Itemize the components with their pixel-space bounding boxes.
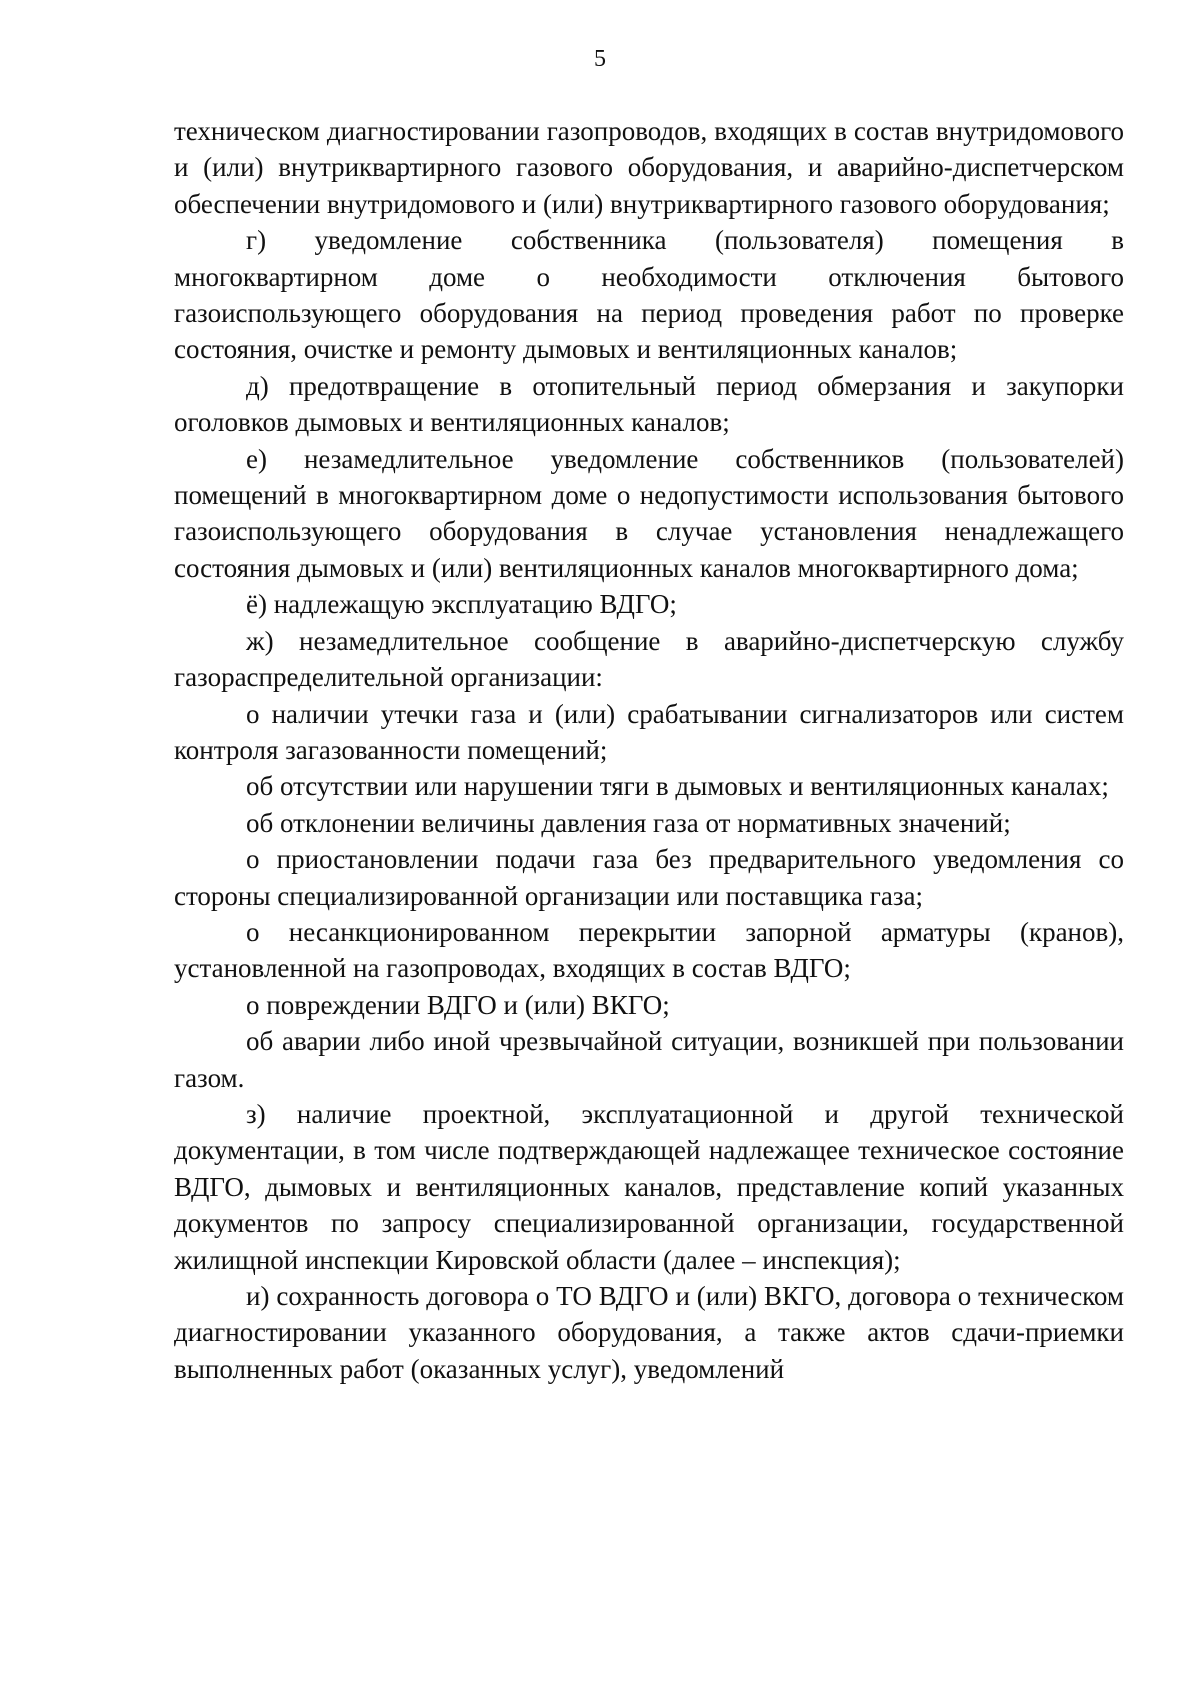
paragraph-subitem-gas-leak: о наличии утечки газа и (или) срабатывании сигнализаторов или систем контроля загазованности помещений;	[174, 698, 1124, 765]
paragraph-item-g: г) уведомление собственника (пользователя) помещения в многоквартирном доме о необходимости отключения бытового газоиспользующего оборудования на период проведения работ по проверке состояния, очистке и ремонту дымовых и вентиляционных каналов;	[174, 225, 1124, 365]
paragraph-subitem-supply-suspension: о приостановлении подачи газа без предварительного уведомления со стороны специализированной организации или поставщика газа;	[174, 844, 1124, 911]
paragraph-item-yo: ё) надлежащую эксплуатацию ВДГО;	[246, 589, 677, 620]
paragraph-subitem-draft: об отсутствии или нарушении тяги в дымовых и вентиляционных каналах;	[246, 771, 1109, 802]
paragraph-subitem-accident: об аварии либо иной чрезвычайной ситуации, возникшей при пользовании газом.	[174, 1026, 1124, 1093]
paragraph-item-z: з) наличие проектной, эксплуатационной и другой технической документации, в том числе подтверждающей надлежащее техническое состояние ВДГО, дымовых и вентиляционных каналов, представление копий указанных документов по запросу специализированной организации, государственной жилищной инспекции Кировской области (далее – инспекция);	[174, 1098, 1124, 1275]
paragraph-item-zh: ж) незамедлительное сообщение в аварийно-диспетчерскую службу газораспределительной организации:	[174, 625, 1124, 693]
paragraph-subitem-pressure: об отклонении величины давления газа от нормативных значений;	[246, 807, 1011, 838]
paragraph-subitem-valve-closure: о несанкционированном перекрытии запорной арматуры (кранов), установленной на газопроводах, входящих в состав ВДГО;	[174, 916, 1124, 984]
paragraph-item-d: д) предотвращение в отопительный период обмерзания и закупорки оголовков дымовых и вентиляционных каналов;	[174, 370, 1124, 438]
paragraph-continuation: техническом диагностировании газопроводов, входящих в состав внутридомового и (или) внутриквартирного газового оборудования, и аварийно-диспетчерском обеспечении внутридомового и (или) внутриквартирного газового оборудования;	[174, 116, 1124, 219]
paragraph-subitem-damage: о повреждении ВДГО и (или) ВКГО;	[246, 989, 670, 1020]
document-body	[174, 113, 1124, 1387]
paragraph-item-e: е) незамедлительное уведомление собственников (пользователей) помещений в многоквартирном доме о недопустимости использования бытового газоиспользующего оборудования в случае установления ненадлежащего состояния дымовых и (или) вентиляционных каналов многоквартирного дома;	[174, 443, 1124, 583]
page-number: 5	[594, 46, 606, 72]
paragraph-item-i: и) сохранность договора о ТО ВДГО и (или) ВКГО, договора о техническом диагностировании указанного оборудования, а также актов сдачи-приемки выполненных работ (оказанных услуг), уведомлений	[174, 1281, 1124, 1384]
